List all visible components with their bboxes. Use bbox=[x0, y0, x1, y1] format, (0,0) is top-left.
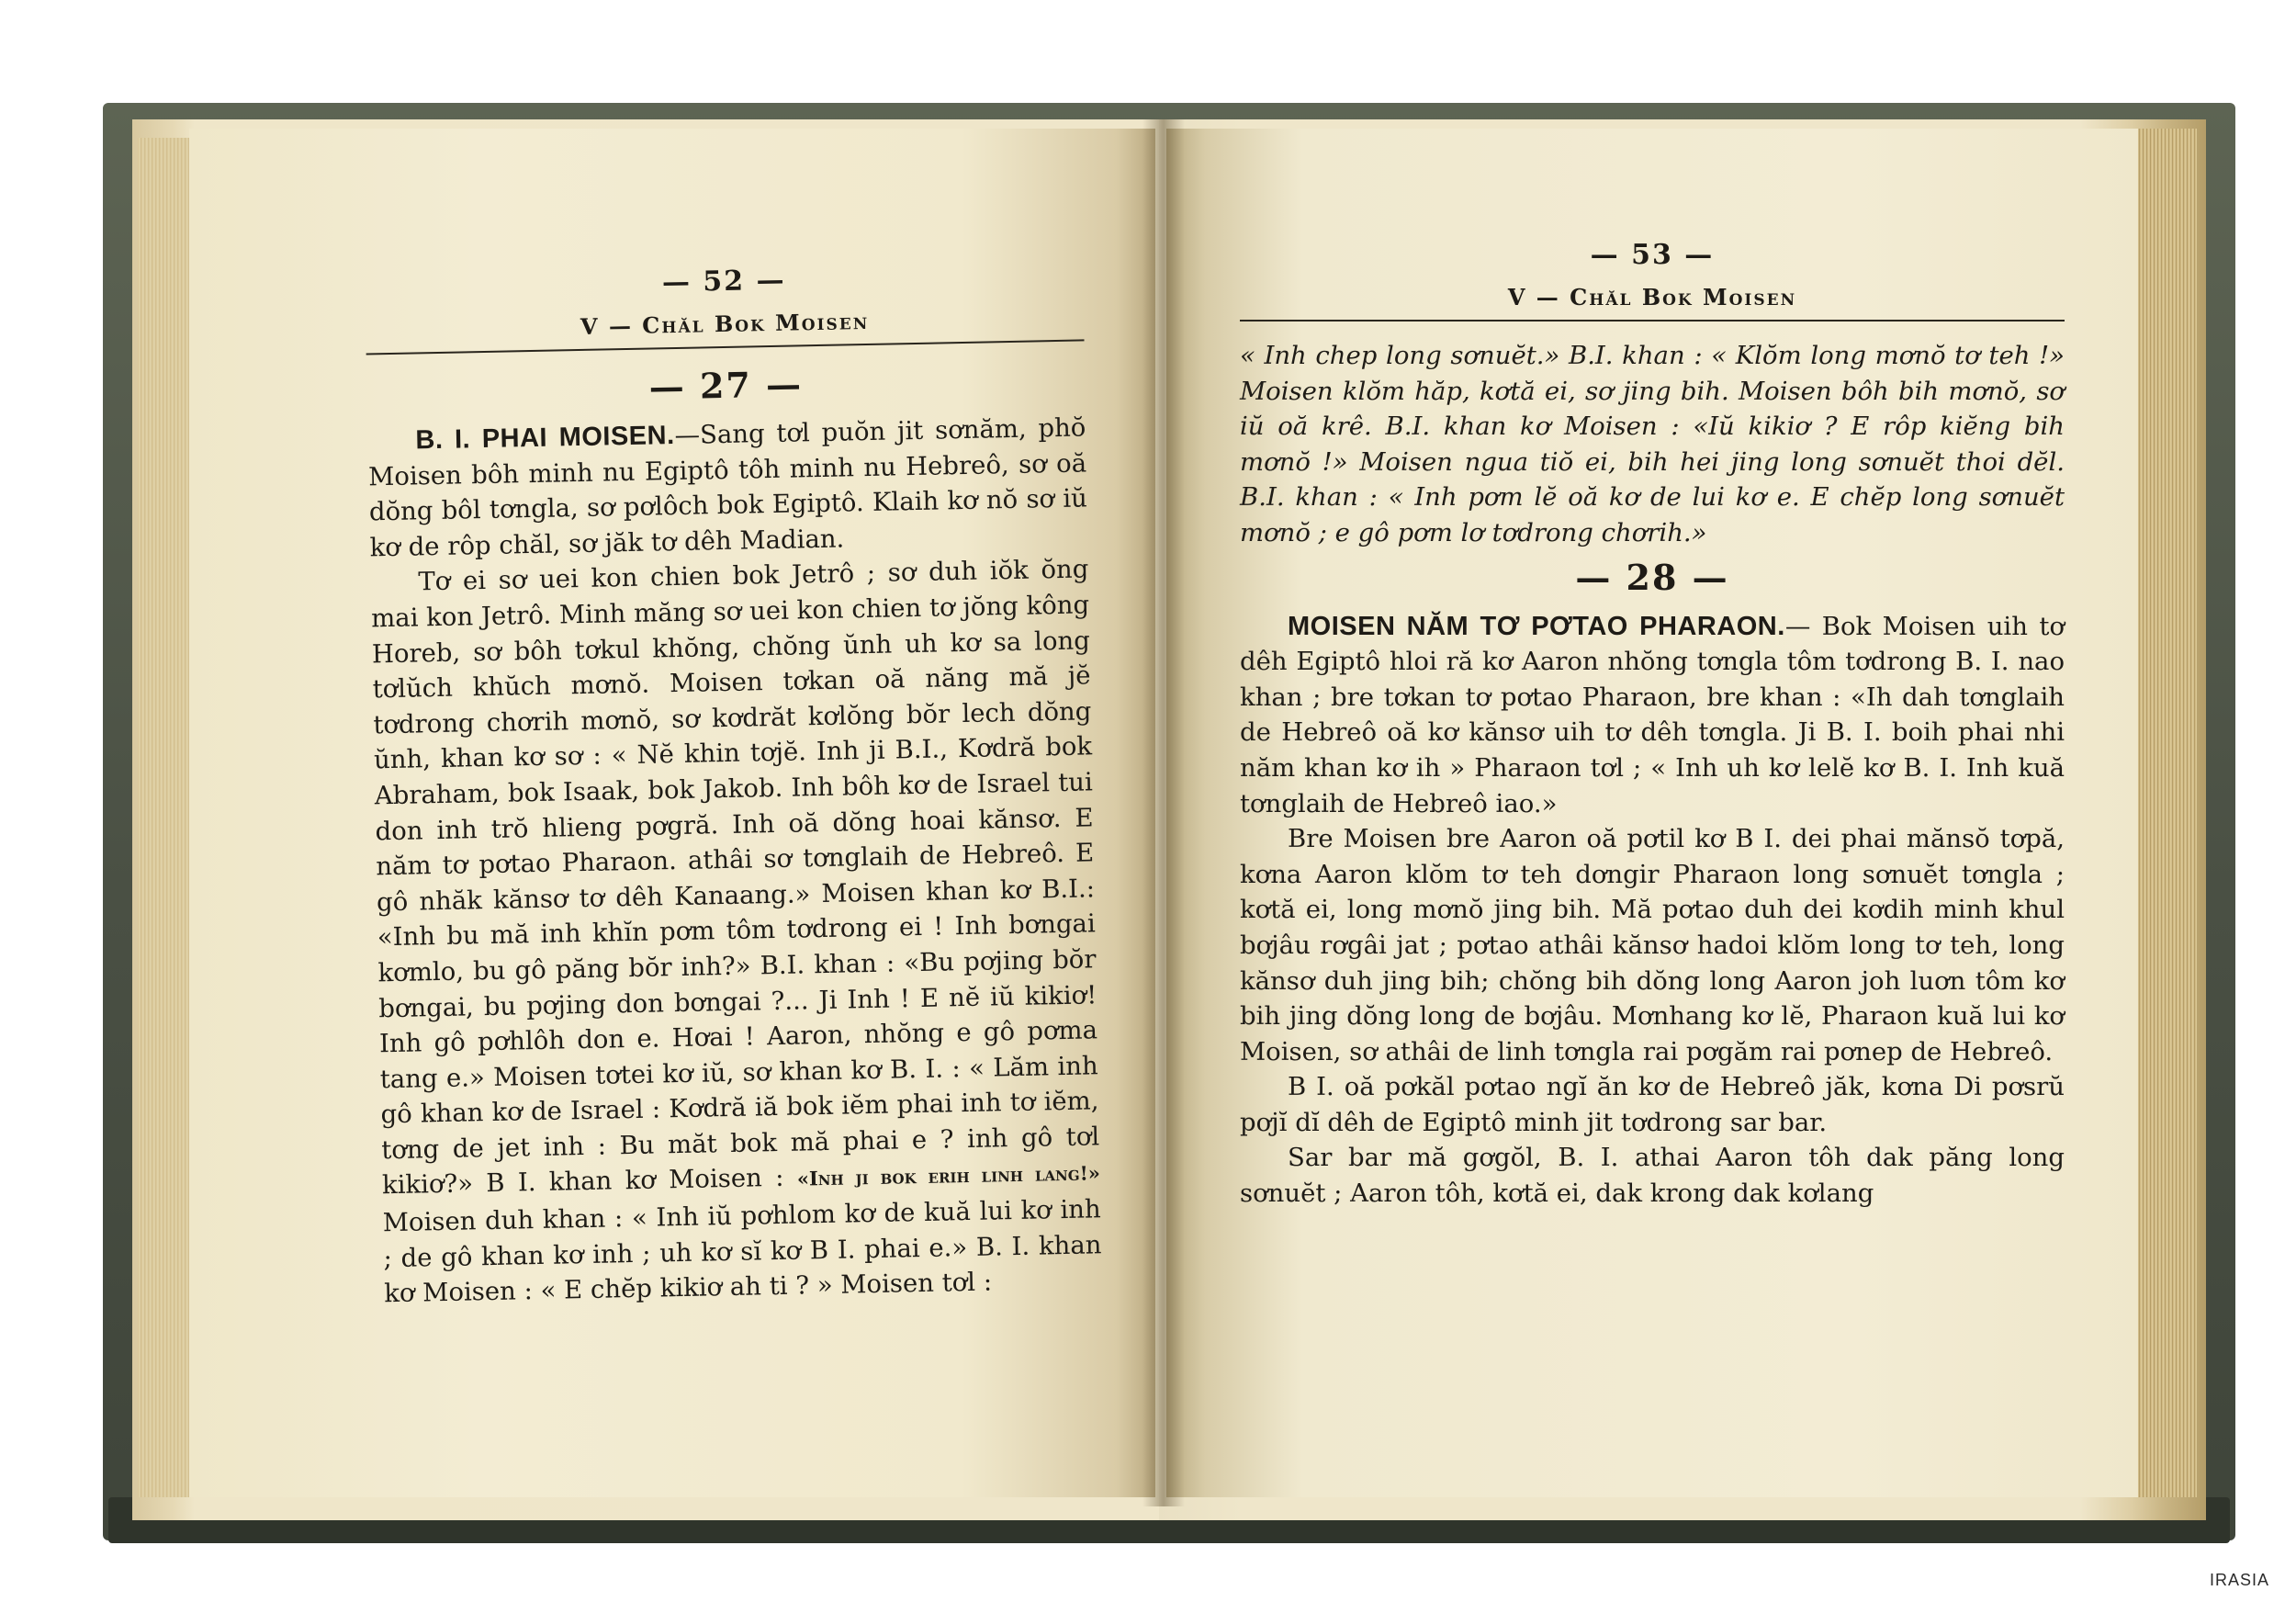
book-gutter bbox=[1142, 119, 1185, 1506]
running-head-left: V — Chăl Bok Moisen bbox=[366, 303, 1085, 355]
paragraph-27-continued: « Inh chep long sơnuĕt.» B.I. khan : « Klŏm long mơnŏ tơ teh !» Moisen klŏm hăp, kơtă ei, sơ jing bih. Moisen bôh bih mơnŏ, sơ iŭ oă krê. B.I. khan kơ Moisen : «Iŭ kikiơ ? E rôp kiĕng bih mơnŏ !» Moisen ngua tiŏ ei, bih hei jing long sơnuĕt thoi dĕl. B.I. khan : « Inh pơm lĕ oă kơ de lui kơ e. E chĕp long sơnuĕt mơnŏ ; e gô pơm lơ tơdrong chơrih.» bbox=[1240, 341, 2065, 547]
paragraph-28-body: Bre Moisen bre Aaron oă pơtil kơ B I. dei phai mănsŏ tơpă, kơna Aaron klŏm tơ teh dơngir Pharaon long sơnuĕt tơngla ; kơtă ei, long mơnŏ jing bih. Mă pơtao duh dei kơdih minh khul bơjâu rơgâi jat ; pơtao athâi kănsơ hadoi klŏm long tơ teh, long kănsơ duh jing bih; chŏng bih dŏng long Aaron joh luơn tôm kơ bih jing dŏng long de bơjâu. Mơnhang kơ lĕ, Pharaon kuă lui kơ Moisen, sơ athâi de linh tơngla rai pơgăm rai pơnep de Hebreô. bbox=[1240, 824, 2065, 1066]
page-number-right: — 53 — bbox=[1590, 239, 1715, 271]
paragraph-28-intro-text: — Bok Moisen uih tơ dêh Egiptô hloi ră kơ Aaron nhŏng tơngla tôm tơdrong B. I. nao khan ; bre tơkan tơ pơtao Pharaon, bre khan : «Ih dah tơnglaih de Hebreô oă kơ kănsơ uih tơ dêh tơngla. Ji B. I. boih phai nhi năm khan kơ ih » Pharaon tơl ; « Inh uh kơ lelĕ kơ B. I. Inh kuă tơnglaih de Hebreô iao.» bbox=[1240, 611, 2065, 818]
paragraph-27-body-tail: Moisen duh khan : « Inh iŭ pơhlom kơ de kuă lui kơ inh ; de gô khan kơ inh ; uh kơ sĭ kơ B I. phai e.» B. I. khan kơ Moisen : « E chĕp kikiơ ah ti ? » Moisen tơl : bbox=[382, 1194, 1102, 1309]
left-page bbox=[189, 129, 1155, 1497]
inline-caps-quote: «Inh ji bok erih linh lang!» bbox=[796, 1161, 1101, 1191]
right-page bbox=[1166, 129, 2138, 1497]
left-fore-edge bbox=[138, 138, 191, 1497]
paragraph-28-plagues: B I. oă pơkăl pơtao ngĭ ăn kơ de Hebreô jăk, kơna Di pơsrŭ pơjĭ dĭ dêh de Egiptô minh jit tơdrong sar bar. bbox=[1240, 1072, 2065, 1137]
running-head-right: V — Chăl Bok Moisen bbox=[1240, 284, 2065, 321]
paragraph-27-intro-text: —Sang tơl puŏn jit sơnăm, phŏ Moisen bôh minh nu Egiptô tôh minh nu Hebreô, sơ oă dŏng bôl tơngla, sơ pơlôch bok Egiptô. Klaih kơ nŏ sơ iŭ kơ de rôp chăl, sơ jăk tơ dêh Madian. bbox=[367, 412, 1088, 563]
paragraph-28-intro bbox=[1240, 609, 2065, 822]
paragraph-27-body-text: Tơ ei sơ uei kon chien bok Jetrô ; sơ duh iŏk ŏng mai kon Jetrô. Minh măng sơ uei kon chien tơ jŏng kông Horeb, sơ bôh tơkul khŏng, chŏng ŭnh uh kơ sa long tơlŭch khŭch mơnŏ. Moisen tơkan oă năng mă jĕ tơdrong chơrih mơnŏ, sơ kơdrăt kơlŏng bŏr lech dŏng ŭnh, khan kơ sơ : « Nĕ khin tơjĕ. Inh ji B.I., Kơdră bok Abraham, bok Isaak, bok Jakob. Inh bôh kơ de Israel tui don inh trŏ hlieng pơgră. Inh oă dŏng hoai kănsơ. E năm tơ pơtao Pharaon. athâi sơ tơnglaih de Hebreô. E gô nhăk kănsơ tơ dêh Kanaang.» Moisen khan kơ B.I.: «Inh bu mă inh khĭn pơm tôm tơdrong ei ! Inh bơngai kơmlo, bu gô păng bŏr inh?» B.I. khan : «Bu pơjing bŏr bơngai, bu pơjing don bơngai ?... Ji Inh ! E nĕ iŭ kikiơ! Inh gô pơhlôh don e. Hơai ! Aaron, nhŏng e gô pơma tang e.» Moisen tơtei kơ iŭ, sơ khan kơ B. I. : « Lăm inh gô khan kơ de Israel : Kơdră iă bok iĕm phai inh tơ iĕm, tơng de jet inh : Bu măt bok mă phai e ? inh gô tơl kikiơ?» B I. khan kơ Moisen : bbox=[370, 554, 1100, 1201]
right-fore-edge bbox=[2136, 129, 2197, 1497]
section-number-27: — 27 — bbox=[648, 363, 804, 408]
section-title-27: B. I. PHAI MOISEN. bbox=[415, 421, 675, 456]
paragraph-28-first-plague: Sar bar mă gơgŏl, B. I. athai Aaron tôh dak păng long sơnuĕt ; Aaron tôh, kơtă ei, dak krong dak kơlang bbox=[1240, 1143, 2065, 1209]
right-page-content bbox=[1166, 129, 2138, 1497]
section-number-28: — 28 — bbox=[1575, 556, 1729, 598]
section-title-28: MOISEN NĂM TƠ PƠTAO PHARAON. bbox=[1288, 611, 1785, 641]
watermark: IRASIA bbox=[2210, 1571, 2270, 1589]
page-number-left: — 52 — bbox=[661, 264, 786, 299]
left-page-content bbox=[189, 119, 1181, 1506]
paragraph-27-body bbox=[370, 552, 1102, 1312]
paragraph-27-intro bbox=[367, 410, 1088, 565]
